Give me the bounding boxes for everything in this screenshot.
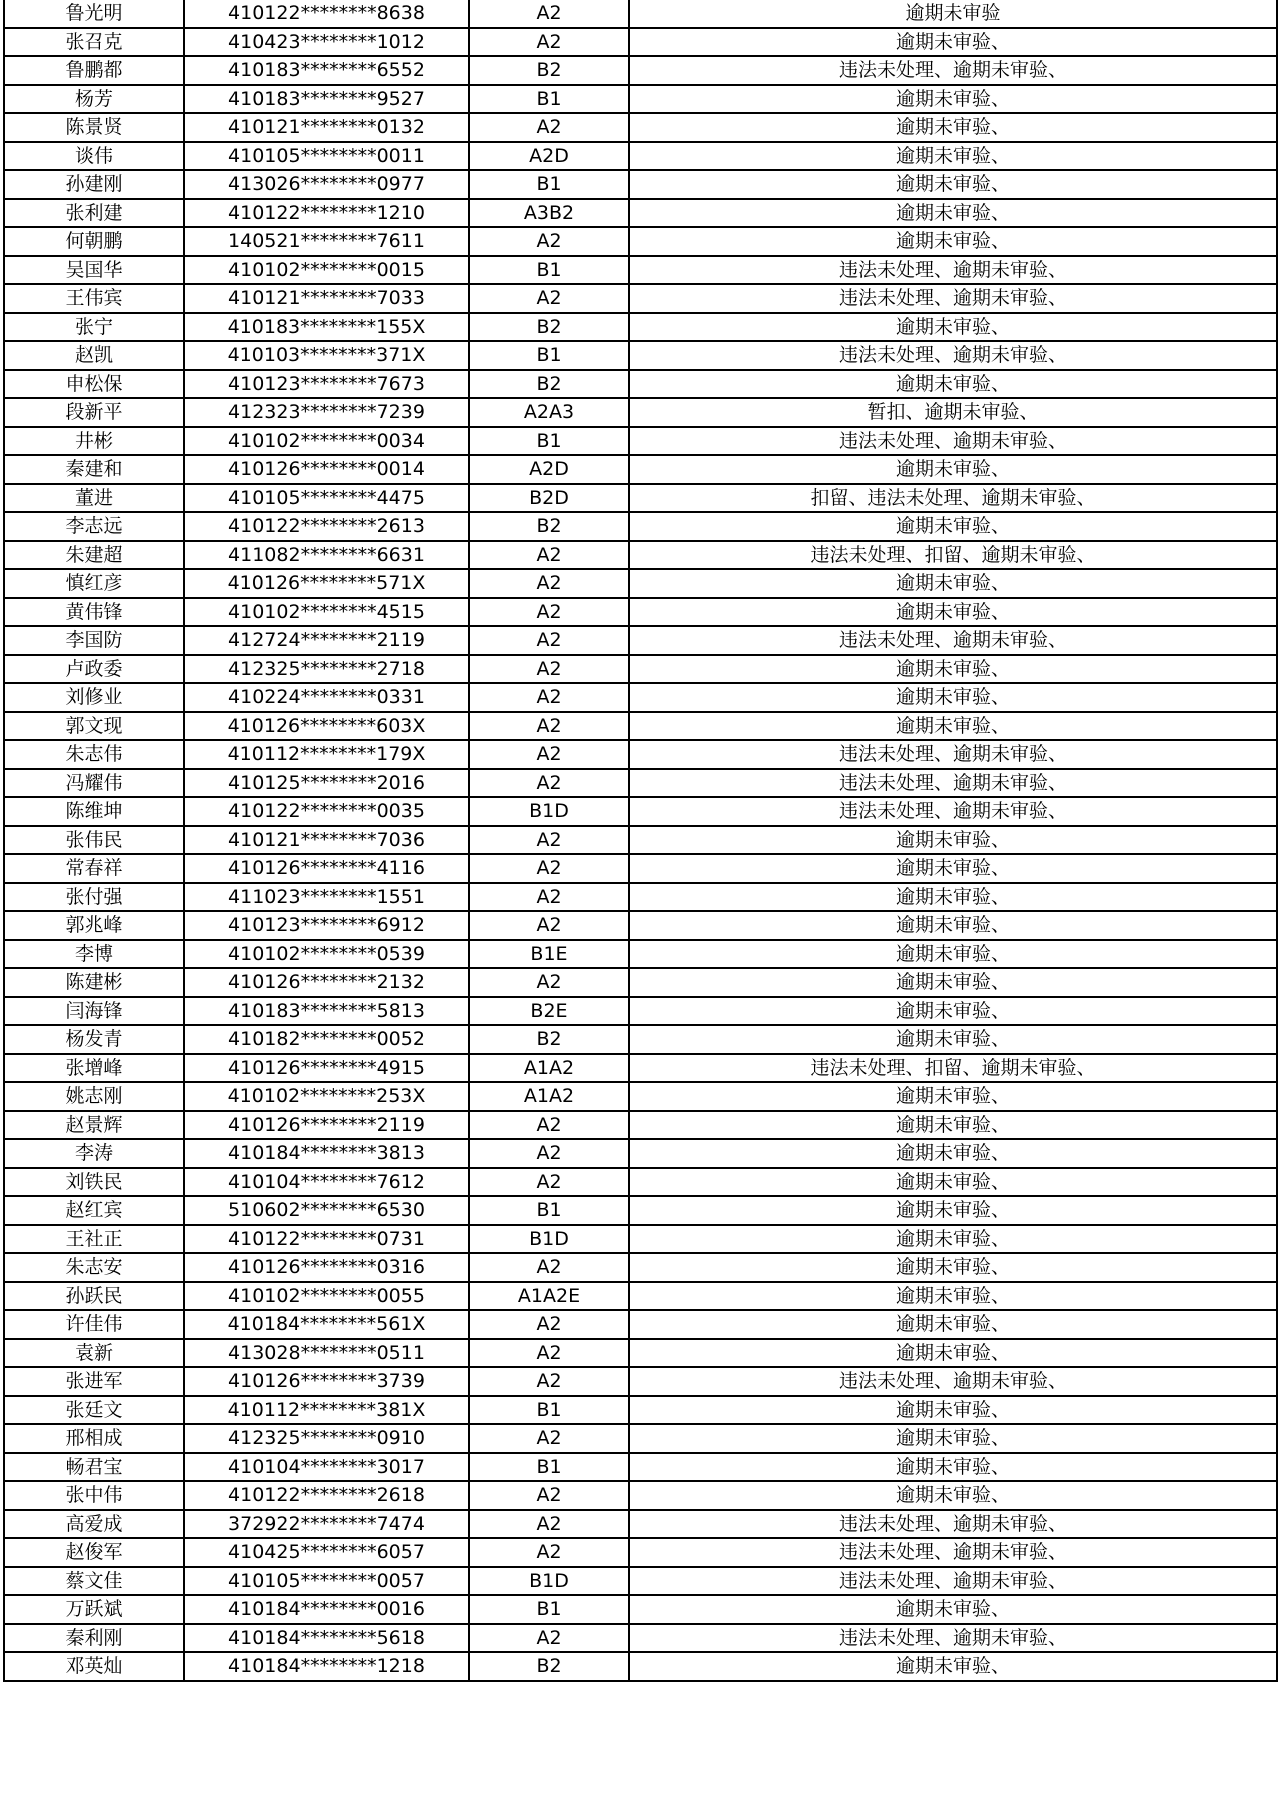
status-cell: 违法未处理、逾期未审验、 [629,740,1277,769]
name-cell: 吴国华 [4,256,184,285]
license-class-cell: B2D [469,484,629,513]
id-number-cell: 410184********1218 [184,1652,469,1681]
license-class-cell: B1 [469,1396,629,1425]
id-number-cell: 411082********6631 [184,541,469,570]
table-row [4,1453,1277,1482]
license-class-cell: A2 [469,598,629,627]
status-cell: 违法未处理、逾期未审验、 [629,1510,1277,1539]
license-class-cell: A2A3 [469,398,629,427]
license-class-cell: A2 [469,1310,629,1339]
id-number-cell: 410126********0014 [184,455,469,484]
id-number-cell: 410123********7673 [184,370,469,399]
license-class-cell: A1A2E [469,1282,629,1311]
license-class-cell: A1A2 [469,1054,629,1083]
status-cell: 逾期未审验、 [629,826,1277,855]
id-number-cell: 410184********5618 [184,1624,469,1653]
name-cell: 董进 [4,484,184,513]
table-row [4,1339,1277,1368]
status-cell: 逾期未审验、 [629,940,1277,969]
status-cell: 逾期未审验、 [629,883,1277,912]
license-class-cell: B2 [469,313,629,342]
name-cell: 闫海锋 [4,997,184,1026]
status-cell: 逾期未审验、 [629,854,1277,883]
name-cell: 张宁 [4,313,184,342]
license-class-cell: A2 [469,1111,629,1140]
id-number-cell: 410126********3739 [184,1367,469,1396]
id-number-cell: 410112********179X [184,740,469,769]
table-row [4,427,1277,456]
status-cell: 逾期未审验、 [629,455,1277,484]
status-cell: 逾期未审验、 [629,911,1277,940]
status-cell: 违法未处理、逾期未审验、 [629,1367,1277,1396]
name-cell: 赵景辉 [4,1111,184,1140]
name-cell: 常春祥 [4,854,184,883]
status-cell: 逾期未审验、 [629,968,1277,997]
id-number-cell: 412325********2718 [184,655,469,684]
license-class-cell: A2 [469,683,629,712]
table-row [4,1253,1277,1282]
id-number-cell: 410126********4116 [184,854,469,883]
name-cell: 秦利刚 [4,1624,184,1653]
status-cell: 违法未处理、逾期未审验、 [629,1624,1277,1653]
records-table-body [4,0,1277,1681]
name-cell: 邢相成 [4,1424,184,1453]
status-cell: 暂扣、逾期未审验、 [629,398,1277,427]
license-class-cell: B1 [469,1196,629,1225]
license-class-cell: A2D [469,455,629,484]
table-row [4,541,1277,570]
name-cell: 段新平 [4,398,184,427]
license-class-cell: A2 [469,626,629,655]
id-number-cell: 413028********0511 [184,1339,469,1368]
name-cell: 陈维坤 [4,797,184,826]
name-cell: 鲁鹏都 [4,56,184,85]
status-cell: 逾期未审验、 [629,227,1277,256]
name-cell: 朱建超 [4,541,184,570]
table-row [4,1054,1277,1083]
id-number-cell: 410122********8638 [184,0,469,28]
name-cell: 郭文现 [4,712,184,741]
license-class-cell: A2 [469,769,629,798]
license-class-cell: B2 [469,1025,629,1054]
status-cell: 逾期未审验、 [629,512,1277,541]
id-number-cell: 410102********0034 [184,427,469,456]
table-row [4,1025,1277,1054]
status-cell: 逾期未审验、 [629,313,1277,342]
license-class-cell: B1 [469,85,629,114]
license-class-cell: A2 [469,911,629,940]
id-number-cell: 410184********561X [184,1310,469,1339]
status-cell: 违法未处理、逾期未审验、 [629,56,1277,85]
license-class-cell: A3B2 [469,199,629,228]
table-row [4,170,1277,199]
id-number-cell: 410126********0316 [184,1253,469,1282]
id-number-cell: 410121********7036 [184,826,469,855]
status-cell: 违法未处理、逾期未审验、 [629,1538,1277,1567]
license-class-cell: A2 [469,1538,629,1567]
status-cell: 逾期未审验、 [629,28,1277,57]
table-row [4,1424,1277,1453]
name-cell: 慎红彦 [4,569,184,598]
id-number-cell: 412323********7239 [184,398,469,427]
license-class-cell: A2 [469,854,629,883]
table-row [4,1282,1277,1311]
table-row [4,1196,1277,1225]
status-cell: 逾期未审验、 [629,1225,1277,1254]
id-number-cell: 410121********7033 [184,284,469,313]
name-cell: 张廷文 [4,1396,184,1425]
table-row [4,712,1277,741]
license-class-cell: A1A2 [469,1082,629,1111]
table-row [4,199,1277,228]
status-cell: 逾期未审验、 [629,1424,1277,1453]
status-cell: 逾期未审验、 [629,569,1277,598]
name-cell: 李志远 [4,512,184,541]
name-cell: 李涛 [4,1139,184,1168]
table-row [4,1225,1277,1254]
table-row [4,911,1277,940]
name-cell: 朱志安 [4,1253,184,1282]
id-number-cell: 410184********0016 [184,1595,469,1624]
table-row [4,370,1277,399]
table-row [4,626,1277,655]
status-cell: 违法未处理、逾期未审验、 [629,427,1277,456]
name-cell: 杨发青 [4,1025,184,1054]
table-row [4,1538,1277,1567]
id-number-cell: 412325********0910 [184,1424,469,1453]
license-class-cell: B1 [469,341,629,370]
status-cell: 逾期未审验、 [629,1253,1277,1282]
name-cell: 刘铁民 [4,1168,184,1197]
id-number-cell: 410183********6552 [184,56,469,85]
table-row [4,313,1277,342]
status-cell: 逾期未审验、 [629,85,1277,114]
id-number-cell: 410183********5813 [184,997,469,1026]
license-class-cell: B1E [469,940,629,969]
name-cell: 张中伟 [4,1481,184,1510]
name-cell: 郭兆峰 [4,911,184,940]
license-class-cell: A2 [469,227,629,256]
table-row [4,1567,1277,1596]
name-cell: 秦建和 [4,455,184,484]
records-table [3,0,1278,1682]
license-class-cell: A2 [469,1424,629,1453]
table-row [4,1595,1277,1624]
status-cell: 违法未处理、逾期未审验、 [629,284,1277,313]
status-cell: 逾期未审验、 [629,1082,1277,1111]
status-cell: 违法未处理、扣留、逾期未审验、 [629,1054,1277,1083]
table-row [4,113,1277,142]
table-row [4,484,1277,513]
status-cell: 逾期未审验、 [629,1396,1277,1425]
license-class-cell: B1 [469,256,629,285]
license-class-cell: A2 [469,541,629,570]
id-number-cell: 410123********6912 [184,911,469,940]
table-row [4,740,1277,769]
license-class-cell: A2 [469,740,629,769]
table-row [4,227,1277,256]
name-cell: 张进军 [4,1367,184,1396]
table-row [4,883,1277,912]
name-cell: 张增峰 [4,1054,184,1083]
name-cell: 赵凯 [4,341,184,370]
license-class-cell: B1 [469,427,629,456]
name-cell: 万跃斌 [4,1595,184,1624]
license-class-cell: A2 [469,284,629,313]
id-number-cell: 410125********2016 [184,769,469,798]
table-row [4,1396,1277,1425]
table-row [4,398,1277,427]
id-number-cell: 410102********0539 [184,940,469,969]
id-number-cell: 410105********0057 [184,1567,469,1596]
name-cell: 刘修业 [4,683,184,712]
id-number-cell: 372922********7474 [184,1510,469,1539]
id-number-cell: 410184********3813 [184,1139,469,1168]
name-cell: 孙建刚 [4,170,184,199]
status-cell: 违法未处理、逾期未审验、 [629,626,1277,655]
id-number-cell: 410183********155X [184,313,469,342]
status-cell: 违法未处理、逾期未审验、 [629,1567,1277,1596]
status-cell: 逾期未审验、 [629,170,1277,199]
table-row [4,940,1277,969]
id-number-cell: 410122********1210 [184,199,469,228]
id-number-cell: 410126********4915 [184,1054,469,1083]
status-cell: 逾期未审验、 [629,683,1277,712]
id-number-cell: 410102********253X [184,1082,469,1111]
table-row [4,1139,1277,1168]
name-cell: 卢政委 [4,655,184,684]
table-row [4,797,1277,826]
license-class-cell: B2 [469,56,629,85]
license-class-cell: B2 [469,370,629,399]
name-cell: 井彬 [4,427,184,456]
name-cell: 袁新 [4,1339,184,1368]
status-cell: 逾期未审验、 [629,1025,1277,1054]
table-row [4,598,1277,627]
name-cell: 畅君宝 [4,1453,184,1482]
name-cell: 鲁光明 [4,0,184,28]
license-class-cell: B2 [469,1652,629,1681]
name-cell: 王伟宾 [4,284,184,313]
status-cell: 逾期未审验、 [629,1652,1277,1681]
license-class-cell: A2 [469,569,629,598]
name-cell: 许佳伟 [4,1310,184,1339]
name-cell: 李国防 [4,626,184,655]
status-cell: 违法未处理、逾期未审验、 [629,341,1277,370]
license-class-cell: B2E [469,997,629,1026]
name-cell: 蔡文佳 [4,1567,184,1596]
id-number-cell: 410126********603X [184,712,469,741]
id-number-cell: 411023********1551 [184,883,469,912]
table-row [4,1652,1277,1681]
name-cell: 邓英灿 [4,1652,184,1681]
document-page [3,0,1276,1682]
name-cell: 张伟民 [4,826,184,855]
table-row [4,854,1277,883]
id-number-cell: 410105********4475 [184,484,469,513]
table-row [4,284,1277,313]
table-row [4,85,1277,114]
table-row [4,1510,1277,1539]
license-class-cell: B1 [469,170,629,199]
status-cell: 逾期未审验、 [629,1196,1277,1225]
id-number-cell: 410122********2618 [184,1481,469,1510]
name-cell: 谈伟 [4,142,184,171]
id-number-cell: 410105********0011 [184,142,469,171]
id-number-cell: 413026********0977 [184,170,469,199]
license-class-cell: A2 [469,712,629,741]
table-row [4,341,1277,370]
status-cell: 逾期未审验、 [629,1453,1277,1482]
license-class-cell: A2 [469,968,629,997]
table-row [4,1310,1277,1339]
name-cell: 李博 [4,940,184,969]
license-class-cell: A2 [469,1339,629,1368]
id-number-cell: 412724********2119 [184,626,469,655]
id-number-cell: 410102********0055 [184,1282,469,1311]
table-row [4,655,1277,684]
id-number-cell: 140521********7611 [184,227,469,256]
status-cell: 逾期未审验、 [629,1310,1277,1339]
name-cell: 何朝鹏 [4,227,184,256]
id-number-cell: 410122********0035 [184,797,469,826]
license-class-cell: B2 [469,512,629,541]
table-row [4,28,1277,57]
id-number-cell: 410425********6057 [184,1538,469,1567]
license-class-cell: A2 [469,28,629,57]
license-class-cell: A2 [469,1253,629,1282]
name-cell: 杨芳 [4,85,184,114]
table-row [4,997,1277,1026]
status-cell: 逾期未审验、 [629,655,1277,684]
table-row [4,1111,1277,1140]
license-class-cell: B1D [469,1225,629,1254]
name-cell: 张付强 [4,883,184,912]
status-cell: 逾期未审验、 [629,598,1277,627]
license-class-cell: B1D [469,797,629,826]
id-number-cell: 410183********9527 [184,85,469,114]
table-row [4,1481,1277,1510]
table-row [4,0,1277,28]
license-class-cell: A2 [469,0,629,28]
license-class-cell: A2 [469,1510,629,1539]
id-number-cell: 410102********0015 [184,256,469,285]
name-cell: 张召克 [4,28,184,57]
status-cell: 逾期未审验、 [629,712,1277,741]
id-number-cell: 410423********1012 [184,28,469,57]
license-class-cell: A2 [469,1481,629,1510]
table-row [4,1624,1277,1653]
status-cell: 违法未处理、逾期未审验、 [629,769,1277,798]
id-number-cell: 410182********0052 [184,1025,469,1054]
license-class-cell: A2D [469,142,629,171]
license-class-cell: A2 [469,1624,629,1653]
id-number-cell: 410122********0731 [184,1225,469,1254]
table-row [4,512,1277,541]
status-cell: 违法未处理、逾期未审验、 [629,797,1277,826]
name-cell: 冯耀伟 [4,769,184,798]
name-cell: 姚志刚 [4,1082,184,1111]
table-row [4,1168,1277,1197]
license-class-cell: B1 [469,1595,629,1624]
id-number-cell: 410103********371X [184,341,469,370]
status-cell: 逾期未审验、 [629,1111,1277,1140]
status-cell: 逾期未审验、 [629,1339,1277,1368]
id-number-cell: 410104********3017 [184,1453,469,1482]
id-number-cell: 410122********2613 [184,512,469,541]
license-class-cell: A2 [469,1367,629,1396]
license-class-cell: A2 [469,826,629,855]
license-class-cell: A2 [469,1139,629,1168]
name-cell: 赵俊军 [4,1538,184,1567]
table-row [4,769,1277,798]
status-cell: 逾期未审验、 [629,997,1277,1026]
table-row [4,683,1277,712]
name-cell: 赵红宾 [4,1196,184,1225]
status-cell: 逾期未审验、 [629,199,1277,228]
table-row [4,142,1277,171]
table-row [4,455,1277,484]
status-cell: 逾期未审验、 [629,1282,1277,1311]
license-class-cell: A2 [469,1168,629,1197]
status-cell: 逾期未审验、 [629,1481,1277,1510]
status-cell: 逾期未审验、 [629,1139,1277,1168]
table-row [4,968,1277,997]
name-cell: 申松保 [4,370,184,399]
name-cell: 朱志伟 [4,740,184,769]
id-number-cell: 510602********6530 [184,1196,469,1225]
table-row [4,56,1277,85]
table-row [4,256,1277,285]
name-cell: 张利建 [4,199,184,228]
id-number-cell: 410104********7612 [184,1168,469,1197]
id-number-cell: 410224********0331 [184,683,469,712]
license-class-cell: A2 [469,655,629,684]
status-cell: 扣留、违法未处理、逾期未审验、 [629,484,1277,513]
table-row [4,826,1277,855]
name-cell: 王社正 [4,1225,184,1254]
name-cell: 陈景贤 [4,113,184,142]
status-cell: 逾期未审验 [629,0,1277,28]
name-cell: 高爱成 [4,1510,184,1539]
status-cell: 违法未处理、逾期未审验、 [629,256,1277,285]
status-cell: 违法未处理、扣留、逾期未审验、 [629,541,1277,570]
id-number-cell: 410112********381X [184,1396,469,1425]
id-number-cell: 410102********4515 [184,598,469,627]
name-cell: 陈建彬 [4,968,184,997]
id-number-cell: 410126********2119 [184,1111,469,1140]
table-row [4,1082,1277,1111]
table-row [4,1367,1277,1396]
license-class-cell: B1 [469,1453,629,1482]
license-class-cell: A2 [469,883,629,912]
license-class-cell: B1D [469,1567,629,1596]
id-number-cell: 410126********571X [184,569,469,598]
status-cell: 逾期未审验、 [629,1595,1277,1624]
license-class-cell: A2 [469,113,629,142]
status-cell: 逾期未审验、 [629,370,1277,399]
name-cell: 黄伟锋 [4,598,184,627]
id-number-cell: 410126********2132 [184,968,469,997]
status-cell: 逾期未审验、 [629,1168,1277,1197]
status-cell: 逾期未审验、 [629,113,1277,142]
table-row [4,569,1277,598]
id-number-cell: 410121********0132 [184,113,469,142]
status-cell: 逾期未审验、 [629,142,1277,171]
name-cell: 孙跃民 [4,1282,184,1311]
